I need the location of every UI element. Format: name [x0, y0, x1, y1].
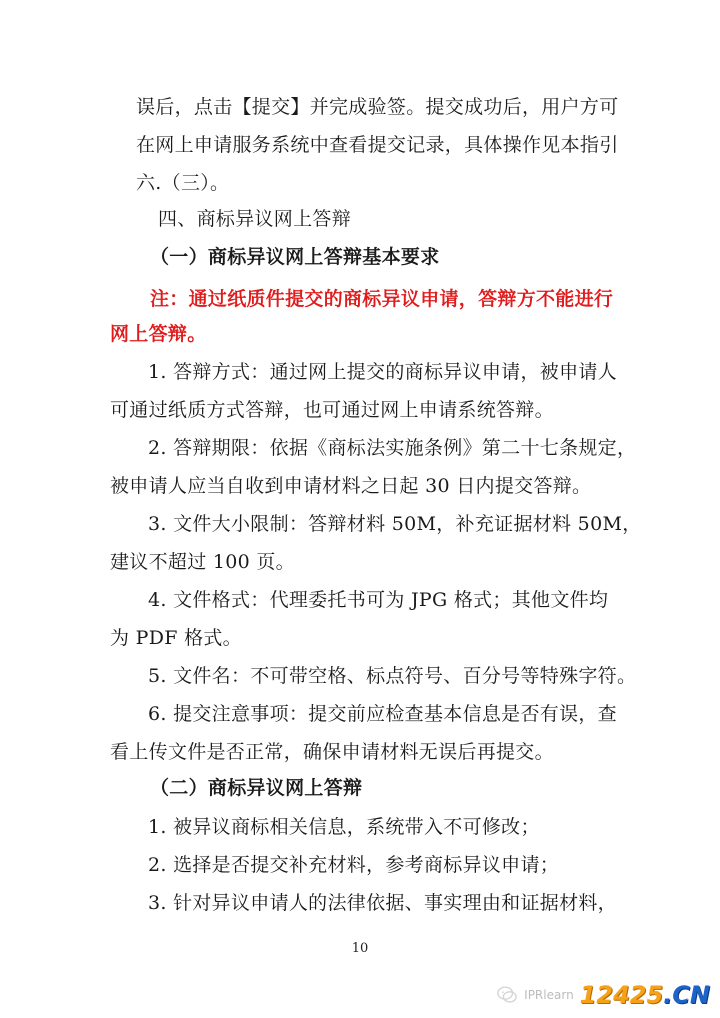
item-2-line-2: 被申请人应当自收到申请材料之日起 30 日内提交答辩。: [110, 475, 592, 497]
sub2-item-3: 3. 针对异议申请人的法律依据、事实理由和证据材料，: [148, 892, 617, 914]
wechat-icon: [496, 984, 518, 1006]
body-line-3: 六.（三）。: [136, 172, 230, 194]
item-1-line-1: 1. 答辩方式：通过网上提交的商标异议申请，被申请人: [148, 361, 617, 383]
item-3-line-2: 建议不超过 100 页。: [110, 551, 295, 573]
item-5-line-1: 5. 文件名：不可带空格、标点符号、百分号等特殊字符。: [148, 665, 637, 687]
item-3-line-1: 3. 文件大小限制：答辩材料 50M，补充证据材料 50M，: [148, 513, 642, 535]
subsection-heading-2: （二）商标异议网上答辩: [150, 777, 363, 799]
warning-note-line-1: 注：通过纸质件提交的商标异议申请，答辩方不能进行: [150, 288, 614, 310]
page-number: 10: [351, 941, 369, 956]
sub2-item-2: 2. 选择是否提交补充材料，参考商标异议申请；: [148, 854, 560, 876]
brand-logo: [580, 981, 710, 1009]
item-6-line-1: 6. 提交注意事项：提交前应检查基本信息是否有误，查: [148, 703, 617, 725]
item-2-line-1: 2. 答辩期限：依据《商标法实施条例》第二十七条规定，: [148, 437, 637, 459]
watermark-faint-text: IPRlearn: [524, 988, 574, 1002]
body-line-2: 在网上申请服务系统中查看提交记录，具体操作见本指引: [136, 134, 619, 156]
sub2-item-1: 1. 被异议商标相关信息，系统带入不可修改；: [148, 816, 540, 838]
warning-note-line-2: 网上答辩。: [110, 323, 207, 345]
item-4-line-1: 4. 文件格式：代理委托书可为 JPG 格式；其他文件均: [148, 589, 609, 611]
brand-suffix: .CN: [663, 981, 710, 1009]
section-heading-4: 四、商标异议网上答辩: [158, 208, 352, 230]
item-1-line-2: 可通过纸质方式答辩，也可通过网上申请系统答辩。: [110, 399, 554, 421]
item-6-line-2: 看上传文件是否正常，确保申请材料无误后再提交。: [110, 741, 554, 763]
body-line-1: 误后，点击【提交】并完成验签。提交成功后，用户方可: [136, 96, 619, 118]
subsection-heading-1: （一）商标异议网上答辩基本要求: [150, 246, 440, 268]
item-4-line-2: 为 PDF 格式。: [110, 627, 242, 649]
brand-number: 12425: [579, 981, 664, 1009]
site-watermark: [496, 980, 710, 1010]
